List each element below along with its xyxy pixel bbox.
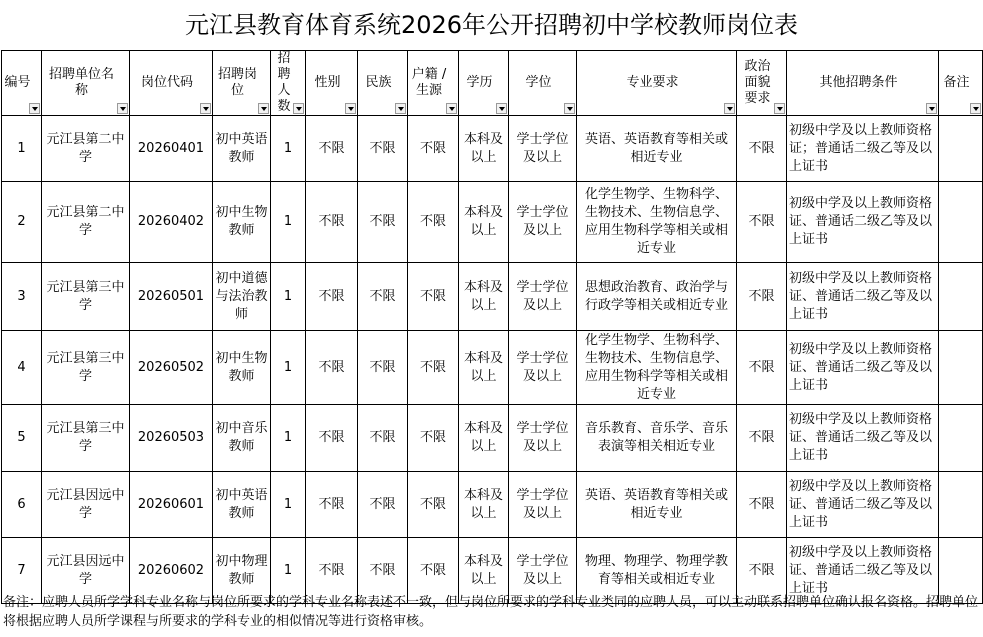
cell-degree[interactable]: 学士学位及以上 [509,538,577,604]
cell-code[interactable]: 20260501 [130,263,213,331]
cell-major[interactable]: 英语、英语教育等相关或相近专业 [577,116,737,182]
col-header-unit[interactable]: 招聘单位名称 [42,51,130,116]
cell-count[interactable]: 1 [271,331,306,405]
cell-major[interactable]: 思想政治教育、政治学与行政学等相关或相近专业 [577,263,737,331]
table-row [2,405,983,472]
cell-code[interactable]: 20260402 [130,182,213,263]
cell-hukou[interactable]: 不限 [408,538,459,604]
cell-hukou[interactable]: 不限 [408,116,459,182]
cell-code[interactable]: 20260602 [130,538,213,604]
filter-dropdown-icon[interactable] [258,103,269,114]
filter-dropdown-icon[interactable] [724,103,735,114]
cell-ethnic[interactable]: 不限 [358,116,408,182]
cell-code[interactable]: 20260503 [130,405,213,472]
cell-post[interactable]: 初中英语教师 [213,472,271,538]
cell-politics[interactable]: 不限 [737,116,787,182]
cell-politics[interactable]: 不限 [737,472,787,538]
cell-count[interactable]: 1 [271,116,306,182]
cell-degree[interactable]: 学士学位及以上 [509,263,577,331]
col-header-edu[interactable]: 学历 [459,51,509,116]
cell-other[interactable]: 初级中学及以上教师资格证、普通话二级乙等及以上证书 [787,405,939,472]
cell-post[interactable]: 初中生物教师 [213,331,271,405]
cell-ethnic[interactable]: 不限 [358,405,408,472]
col-header-remark[interactable]: 备注 [939,51,983,116]
cell-unit[interactable]: 元江县第二中学 [42,182,130,263]
col-header-count[interactable]: 招聘人数 [271,51,306,116]
cell-degree[interactable]: 学士学位及以上 [509,331,577,405]
cell-edu[interactable]: 本科及以上 [459,182,509,263]
cell-remark[interactable] [939,472,983,538]
cell-hukou[interactable]: 不限 [408,405,459,472]
filter-dropdown-icon[interactable] [774,103,785,114]
cell-major[interactable]: 化学生物学、生物科学、生物技术、生物信息学、应用生物科学等相关或相近专业 [577,182,737,263]
cell-politics[interactable]: 不限 [737,263,787,331]
cell-edu[interactable]: 本科及以上 [459,538,509,604]
cell-unit[interactable]: 元江县第三中学 [42,331,130,405]
filter-dropdown-icon[interactable] [395,103,406,114]
cell-hukou[interactable]: 不限 [408,331,459,405]
cell-major[interactable]: 英语、英语教育等相关或相近专业 [577,472,737,538]
col-header-code[interactable]: 岗位代码 [130,51,213,116]
cell-remark[interactable] [939,405,983,472]
cell-degree[interactable]: 学士学位及以上 [509,405,577,472]
recruitment-table [1,50,983,604]
cell-degree[interactable]: 学士学位及以上 [509,182,577,263]
cell-hukou[interactable]: 不限 [408,263,459,331]
cell-edu[interactable]: 本科及以上 [459,263,509,331]
table-row [2,263,983,331]
cell-gender[interactable]: 不限 [306,472,358,538]
table-row [2,116,983,182]
cell-ethnic[interactable]: 不限 [358,538,408,604]
cell-ethnic[interactable]: 不限 [358,263,408,331]
cell-no[interactable]: 6 [2,472,42,538]
cell-count[interactable]: 1 [271,263,306,331]
col-header-other[interactable]: 其他招聘条件 [787,51,939,116]
cell-no[interactable]: 2 [2,182,42,263]
filter-dropdown-icon[interactable] [29,103,40,114]
filter-dropdown-icon[interactable] [293,103,304,114]
page-title: 元江县教育体育系统2026年公开招聘初中学校教师岗位表 [184,11,799,39]
cell-other[interactable]: 初级中学及以上教师资格证、普通话二级乙等及以上证书 [787,538,939,604]
cell-no[interactable]: 1 [2,116,42,182]
cell-code[interactable]: 20260502 [130,331,213,405]
cell-hukou[interactable]: 不限 [408,472,459,538]
col-header-politics[interactable]: 政治面貌要求 [737,51,787,116]
filter-dropdown-icon[interactable] [117,103,128,114]
cell-no[interactable]: 7 [2,538,42,604]
cell-gender[interactable]: 不限 [306,538,358,604]
cell-count[interactable]: 1 [271,538,306,604]
header-row [2,51,983,116]
filter-dropdown-icon[interactable] [926,103,937,114]
cell-major[interactable]: 音乐教育、音乐学、音乐表演等相关相近专业 [577,405,737,472]
cell-major[interactable]: 化学生物学、生物科学、生物技术、生物信息学、应用生物科学等相关或相近专业 [577,331,737,405]
cell-gender[interactable]: 不限 [306,405,358,472]
cell-no[interactable]: 5 [2,405,42,472]
cell-unit[interactable]: 元江县第三中学 [42,405,130,472]
cell-remark[interactable] [939,182,983,263]
cell-ethnic[interactable]: 不限 [358,182,408,263]
cell-no[interactable]: 4 [2,331,42,405]
cell-gender[interactable]: 不限 [306,116,358,182]
cell-ethnic[interactable]: 不限 [358,472,408,538]
cell-politics[interactable]: 不限 [737,538,787,604]
filter-dropdown-icon[interactable] [970,103,981,114]
table-row [2,472,983,538]
filter-dropdown-icon[interactable] [496,103,507,114]
cell-count[interactable]: 1 [271,182,306,263]
cell-unit[interactable]: 元江县因远中学 [42,538,130,604]
table-row [2,182,983,263]
cell-remark[interactable] [939,263,983,331]
table-row [2,331,983,405]
cell-major[interactable]: 物理、物理学、物理学教育等相关或相近专业 [577,538,737,604]
cell-gender[interactable]: 不限 [306,182,358,263]
cell-unit[interactable]: 元江县第二中学 [42,116,130,182]
cell-unit[interactable]: 元江县第三中学 [42,263,130,331]
col-header-degree[interactable]: 学位 [509,51,577,116]
cell-other[interactable]: 初级中学及以上教师资格证、普通话二级乙等及以上证书 [787,472,939,538]
cell-edu[interactable]: 本科及以上 [459,331,509,405]
cell-degree[interactable]: 学士学位及以上 [509,116,577,182]
cell-gender[interactable]: 不限 [306,331,358,405]
filter-dropdown-icon[interactable] [564,103,575,114]
cell-code[interactable]: 20260601 [130,472,213,538]
cell-other[interactable]: 初级中学及以上教师资格证、普通话二级乙等及以上证书 [787,263,939,331]
footnote: 备注：应聘人员所学学科专业名称与岗位所要求的学科专业名称表述不一致，但与岗位所要求的学科专业类同的应聘人员，可以主动联系招聘单位确认报名资格。招聘单位将根据应聘人员所学课程与所要求的学科专业的相似情况等进行资格审核。 [3,595,979,629]
cell-code[interactable]: 20260401 [130,116,213,182]
cell-edu[interactable]: 本科及以上 [459,405,509,472]
cell-no[interactable]: 3 [2,263,42,331]
cell-politics[interactable]: 不限 [737,405,787,472]
cell-politics[interactable]: 不限 [737,182,787,263]
cell-degree[interactable]: 学士学位及以上 [509,472,577,538]
cell-edu[interactable]: 本科及以上 [459,116,509,182]
cell-hukou[interactable]: 不限 [408,182,459,263]
col-header-post[interactable]: 招聘岗位 [213,51,271,116]
cell-post[interactable]: 初中音乐教师 [213,405,271,472]
cell-other[interactable]: 初级中学及以上教师资格证、普通话二级乙等及以上证书 [787,331,939,405]
cell-count[interactable]: 1 [271,472,306,538]
cell-unit[interactable]: 元江县因远中学 [42,472,130,538]
cell-politics[interactable]: 不限 [737,331,787,405]
cell-other[interactable]: 初级中学及以上教师资格证、普通话二级乙等及以上证书 [787,182,939,263]
cell-post[interactable]: 初中物理教师 [213,538,271,604]
cell-remark[interactable] [939,116,983,182]
cell-edu[interactable]: 本科及以上 [459,472,509,538]
cell-ethnic[interactable]: 不限 [358,331,408,405]
filter-dropdown-icon[interactable] [446,103,457,114]
cell-post[interactable]: 初中生物教师 [213,182,271,263]
filter-dropdown-icon[interactable] [345,103,356,114]
cell-gender[interactable]: 不限 [306,263,358,331]
cell-post[interactable]: 初中英语教师 [213,116,271,182]
cell-post[interactable]: 初中道德与法治教师 [213,263,271,331]
cell-remark[interactable] [939,331,983,405]
filter-dropdown-icon[interactable] [200,103,211,114]
col-header-gender[interactable]: 性别 [306,51,358,116]
col-header-major[interactable]: 专业要求 [577,51,737,116]
cell-count[interactable]: 1 [271,405,306,472]
col-header-hukou[interactable]: 户籍 / 生源 [408,51,459,116]
col-header-ethnic[interactable]: 民族 [358,51,408,116]
cell-other[interactable]: 初级中学及以上教师资格证；普通话二级乙等及以上证书 [787,116,939,182]
col-header-no[interactable]: 编号 [2,51,42,116]
